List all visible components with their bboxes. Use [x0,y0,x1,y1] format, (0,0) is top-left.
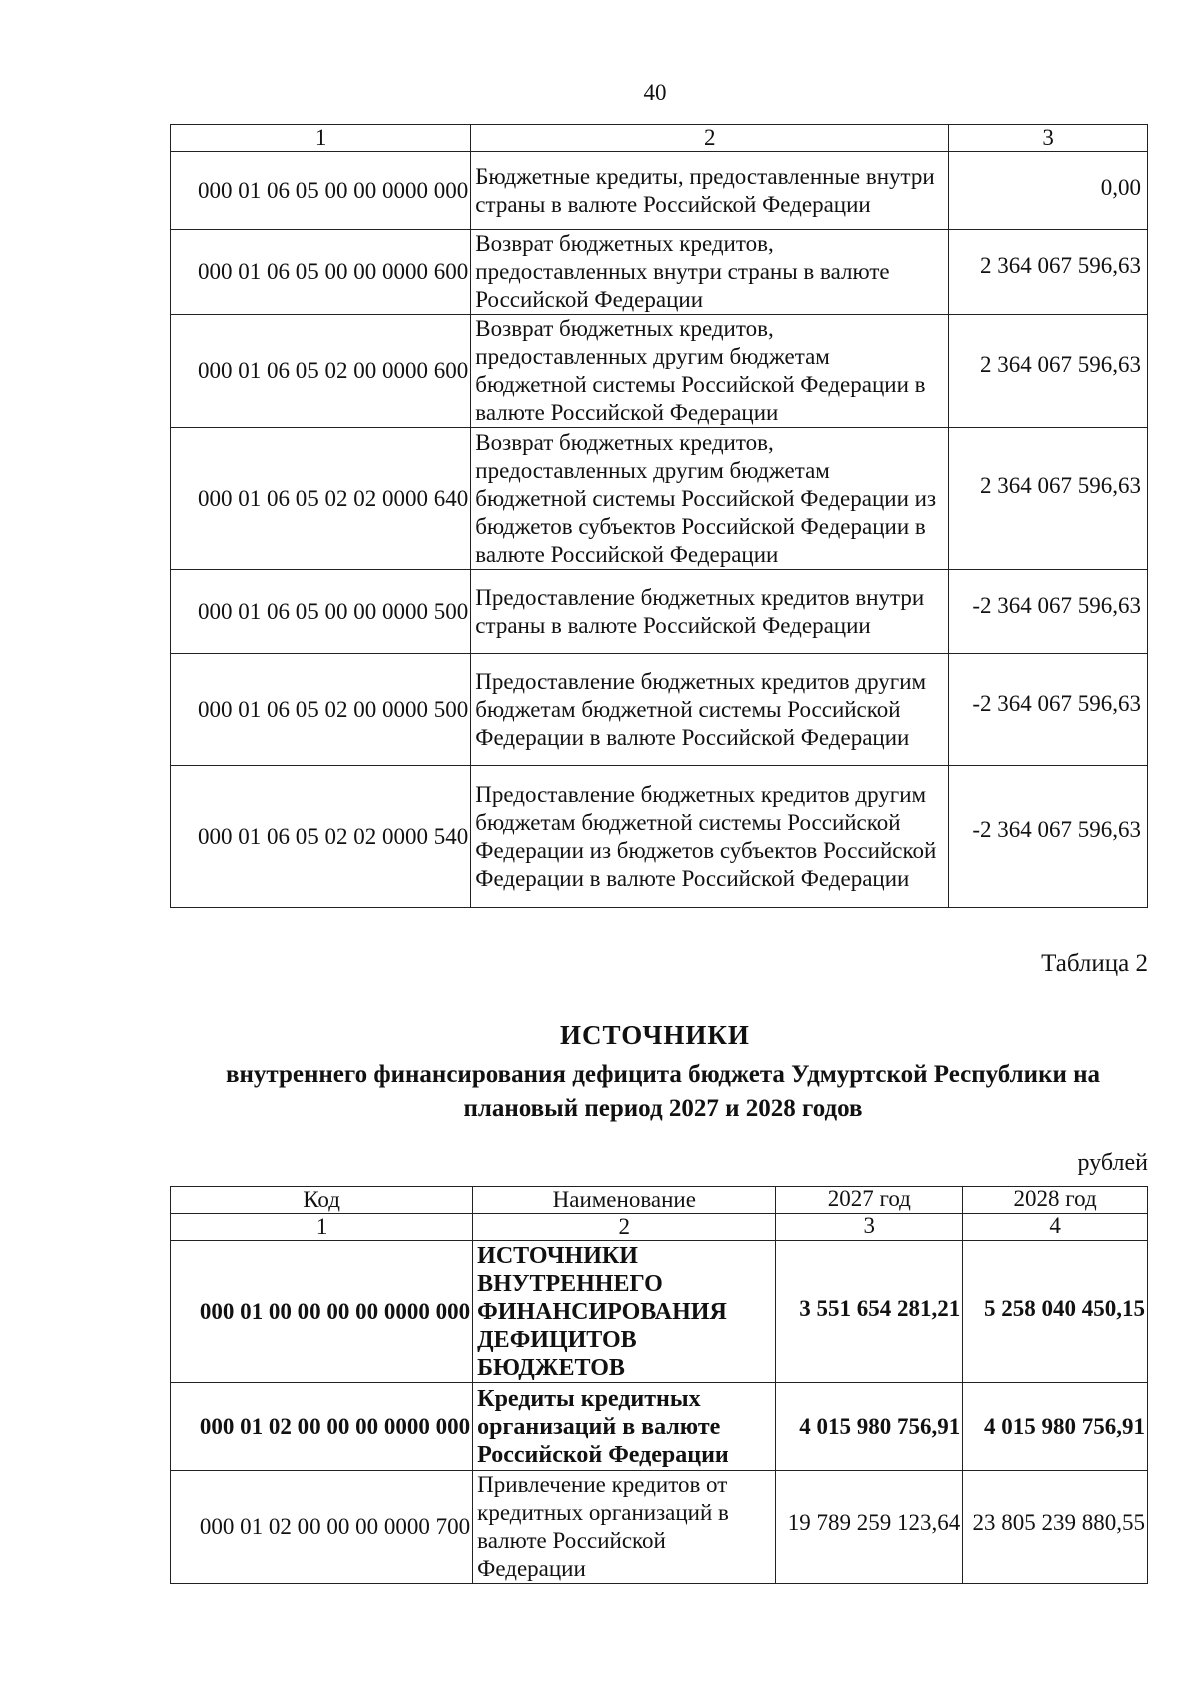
column-number: 3 [776,1214,963,1241]
row-code: 000 01 06 05 02 02 0000 540 [171,766,471,908]
row-code: 000 01 00 00 00 00 0000 000 [171,1241,473,1383]
row-value-2027: 4 015 980 756,91 [776,1383,963,1471]
table-row [171,766,1148,908]
row-code: 000 01 06 05 00 00 0000 500 [171,570,471,654]
row-name: Кредиты кредитных организаций в валюте Российской Федерации [473,1383,776,1471]
column-number: 1 [171,1214,473,1241]
row-name: ИСТОЧНИКИ ВНУТРЕННЕГО ФИНАНСИРОВАНИЯ ДЕФИЦИТОВ БЮДЖЕТОВ [473,1241,776,1383]
table-row [171,152,1148,230]
row-value: -2 364 067 596,63 [949,570,1148,654]
table-row [171,428,1148,570]
row-code: 000 01 06 05 00 00 0000 000 [171,152,471,230]
sources-table-continued [170,124,1148,908]
row-name: Возврат бюджетных кредитов, предоставленных другим бюджетам бюджетной системы Российской Федерации из бюджетов субъектов Российской Федерации в валюте Российской Федерации [471,428,949,570]
row-code: 000 01 06 05 02 00 0000 600 [171,315,471,428]
row-name: Возврат бюджетных кредитов, предоставленных другим бюджетам бюджетной системы Российской Федерации в валюте Российской Федерации [471,315,949,428]
column-number: 3 [949,125,1148,152]
header-name: Наименование [473,1187,776,1214]
table-row [171,315,1148,428]
row-code: 000 01 06 05 02 00 0000 500 [171,654,471,766]
row-name: Предоставление бюджетных кредитов другим бюджетам бюджетной системы Российской Федерации в валюте Российской Федерации [471,654,949,766]
row-name: Привлечение кредитов от кредитных организаций в валюте Российской Федерации [473,1471,776,1584]
header-code: Код [171,1187,473,1214]
column-number: 2 [473,1214,776,1241]
page-number: 40 [643,80,667,105]
header-2028: 2028 год [963,1187,1148,1214]
row-value: -2 364 067 596,63 [949,766,1148,908]
table-row [171,1383,1148,1471]
table-row [171,654,1148,766]
row-value: 2 364 067 596,63 [949,315,1148,428]
row-value: 2 364 067 596,63 [949,230,1148,315]
sources-table-2027-2028 [170,1186,1148,1584]
row-code: 000 01 02 00 00 00 0000 700 [171,1471,473,1584]
row-name: Возврат бюджетных кредитов, предоставленных внутри страны в валюте Российской Федерации [471,230,949,315]
row-name: Предоставление бюджетных кредитов внутри страны в валюте Российской Федерации [471,570,949,654]
column-number: 1 [171,125,471,152]
row-code: 000 01 02 00 00 00 0000 000 [171,1383,473,1471]
table-row [171,230,1148,315]
table-row [171,570,1148,654]
row-name: Бюджетные кредиты, предоставленные внутри страны в валюте Российской Федерации [471,152,949,230]
section-subtitle: внутреннего финансирования дефицита бюджета Удмуртской Республики на плановый период 2027 и 2028 годов [225,1061,1101,1122]
table-number-row [171,1214,1148,1241]
units-label: рублей [1077,1150,1148,1176]
table-row [171,1471,1148,1584]
table-row [171,1241,1148,1383]
table-header-row [171,1187,1148,1214]
row-code: 000 01 06 05 02 02 0000 640 [171,428,471,570]
row-value: -2 364 067 596,63 [949,654,1148,766]
column-number: 4 [963,1214,1148,1241]
row-value-2028: 23 805 239 880,55 [963,1471,1148,1584]
row-value-2028: 5 258 040 450,15 [963,1241,1148,1383]
column-number: 2 [471,125,949,152]
row-value: 0,00 [949,152,1148,230]
row-value-2028: 4 015 980 756,91 [963,1383,1148,1471]
table-header-row [171,125,1148,152]
table-label: Таблица 2 [1041,950,1148,977]
row-name: Предоставление бюджетных кредитов другим бюджетам бюджетной системы Российской Федерации из бюджетов субъектов Российской Федерации в валюте Российской Федерации [471,766,949,908]
row-code: 000 01 06 05 00 00 0000 600 [171,230,471,315]
header-2027: 2027 год [776,1187,963,1214]
row-value-2027: 19 789 259 123,64 [776,1471,963,1584]
section-title: ИСТОЧНИКИ [560,1020,750,1050]
row-value: 2 364 067 596,63 [949,428,1148,570]
row-value-2027: 3 551 654 281,21 [776,1241,963,1383]
